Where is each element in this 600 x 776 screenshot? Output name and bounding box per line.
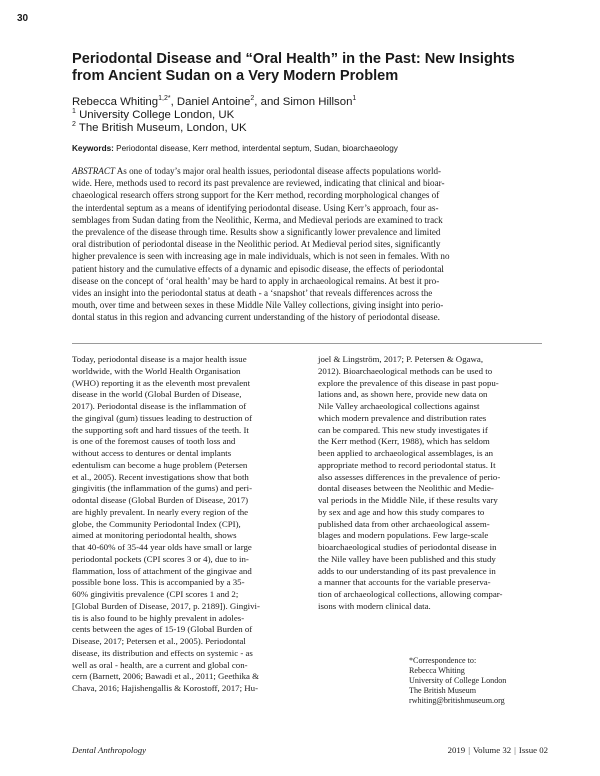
abstract-line: oral distribution of periodontal disease in the Neolithic period. At Medieval period sites, significantly (72, 239, 441, 250)
abstract-line: disease on the concept of ‘oral health’ may be hard to apply in archaeological remains. At best it pro- (72, 275, 440, 286)
affiliation-text: University College London, UK (75, 109, 235, 121)
body-text-line: possible bone loss. This is accompanied by a 35- (72, 577, 245, 588)
abstract-line: the interdental septum as a means of identifying periodontal disease. Using Kerr’s approach, four as- (72, 202, 439, 213)
correspondence-line: *Correspondence to: (409, 656, 477, 665)
body-text-line: globe, the Community Periodontal Index (CPI), (72, 518, 241, 529)
affiliation-text: The British Museum, London, UK (75, 122, 247, 134)
keywords-label: Keywords: (72, 144, 114, 153)
body-text-line: explore the prevalence of this disease in past popu- (318, 377, 499, 388)
abstract-line: dontal status in this region and advancing current understanding of the history of periodontal disease. (72, 312, 440, 323)
body-text-line: Disease, 2017; Petersen et al., 2005). Periodontal (72, 636, 246, 646)
author-name: , and Simon Hillson (254, 96, 353, 108)
body-text-line: aimed at monitoring periodontal health, shows (72, 530, 237, 541)
body-text-line: well as oral - health, are a current and global con- (72, 659, 248, 670)
article-title (72, 51, 542, 85)
section-divider (72, 343, 542, 344)
abstract-line (72, 165, 542, 177)
body-text-line: Chava, 2016; Hajishengallis & Korostoff, 2017; Hu- (72, 683, 259, 693)
abstract-line: vides an insight into the periodontal status at death - a ‘snapshot’ that reveals differences across the (72, 288, 433, 299)
body-text-line: disease, its distribution and effects on systemic - as (72, 647, 253, 658)
body-text-line: been applied to archaeological assemblages, is an (318, 448, 494, 458)
abstract-line: patient history and the cumulative effects of a dynamic and episodic disease, the effects of periodontal (72, 263, 444, 274)
author-list (72, 96, 542, 109)
body-text-line: et al., 2005). Recent investigations show that both (72, 471, 249, 482)
correspondence-note (409, 656, 549, 706)
body-text-line: lations and, as shown here, provide new data on (318, 389, 488, 400)
body-text-line: disease in the world (Global Burden of Disease, (72, 389, 242, 400)
abstract (72, 165, 542, 324)
keywords (72, 144, 542, 153)
body-text-line: can be compared. This new study investigates if (318, 424, 488, 435)
volume: Volume 32 (472, 745, 512, 755)
abstract-body (72, 177, 542, 323)
abstract-line: semblages from Sudan dating from the Neolithic, Kerma, and Medieval periods are examined to track (72, 214, 443, 225)
body-text-line: [Global Burden of Disease, 2017, p. 2189]). Gingivi- (72, 600, 260, 611)
author-superscript: 2 (250, 95, 255, 103)
body-text-line: the Nile valley have been published and this study (318, 553, 496, 564)
body-text-line: periodontal pockets (CPI scores 3 or 4), due to in- (72, 553, 249, 564)
abstract-line: higher prevalence is seen with increasing age in male individuals, which is not seen in females. With no (72, 251, 450, 262)
body-text-line: dontal diseases between the Neolithic and Medie- (318, 483, 494, 494)
body-text-line: Today, periodontal disease is a major health issue (72, 354, 247, 364)
body-text-line: (WHO) reporting it as the eleventh most prevalent (72, 377, 251, 388)
author-block (72, 96, 542, 135)
body-column-left (72, 354, 300, 695)
body-text-line: Nile Valley archaeological collections against (318, 401, 480, 411)
affiliation-superscript: 2 (72, 121, 76, 129)
abstract-line: wide. Here, methods used to record its past prevalence are reviewed, indicating that clinical and bioar- (72, 178, 445, 189)
body-text-line: blages and modern populations. Few large-scale (318, 530, 489, 541)
correspondence-line: The British Museum (409, 686, 476, 696)
body-text-line: cern (Barnett, 2006; Bawadi et al., 2011; Geethika & (72, 671, 260, 682)
body-text-line: isons with modern clinical data. (318, 600, 431, 611)
affiliation-superscript: 1 (72, 108, 76, 116)
separator: | (514, 745, 516, 755)
body-text-line: also assesses differences in the prevalence of perio- (318, 471, 501, 482)
title-line: Periodontal Disease and “Oral Health” in the Past: New Insights (72, 51, 515, 67)
keywords-text: Periodontal disease, Kerr method, interdental septum, Sudan, bioarchaeology (113, 144, 398, 153)
body-text-line: worldwide, with the World Health Organisation (72, 365, 241, 376)
separator: | (468, 745, 470, 755)
body-text-line: the gingival (gum) tissues leading to destruction of (72, 412, 253, 423)
affiliation (72, 109, 542, 122)
body-text-line: 2017). Periodontal disease is the inflammation of (72, 401, 247, 411)
author-superscript: 1 (352, 95, 357, 103)
body-text-line: appropriate method to record periodontal status. It (318, 459, 496, 470)
author-name: Rebecca Whiting (72, 96, 159, 108)
issue: Issue 02 (518, 745, 548, 755)
body-text-line: joel & Lingström, 2017; P. Petersen & Ogawa, (318, 354, 484, 364)
body-text-line: are highly prevalent. In nearly every region of the (72, 506, 249, 517)
body-text-line: a manner that accounts for the variable preserva- (318, 577, 491, 588)
body-text-line: that 40-60% of 35-44 year olds have small or large (72, 542, 252, 552)
body-text-line: by sex and age and how this study compares to (318, 506, 485, 517)
body-text-line: published data from other archaeological assem- (318, 518, 490, 529)
journal-name: Dental Anthropology (72, 745, 147, 755)
correspondence-line: Rebecca Whiting (409, 666, 465, 676)
abstract-text: As one of today’s major oral health issues, periodontal disease affects populations world- (114, 166, 442, 176)
body-text-line: is one of the foremost causes of tooth loss and (72, 436, 236, 447)
body-text-line: edentulism can become a huge problem (Petersen (72, 459, 248, 470)
abstract-line: mouth, over time and between sexes in these Middle Nile Valley collections, giving insight into perio- (72, 300, 444, 311)
body-text-line: 2012). Bioarchaeological methods can be used to (318, 365, 493, 376)
body-text-line: val periods in the Middle Nile, if these results vary (318, 495, 498, 505)
title-line: from Ancient Sudan on a Very Modern Problem (72, 68, 399, 84)
body-text-line: 60% gingivitis prevalence (CPI scores 1 and 2; (72, 589, 239, 599)
correspondence-line: University of College London (409, 676, 507, 686)
page-number: 30 (17, 13, 29, 24)
author-superscript: 1,2* (158, 95, 171, 103)
correspondence-line: rwhiting@britishmuseum.org (409, 696, 505, 706)
body-text-line: tion of archaeological collections, allowing compar- (318, 589, 503, 599)
body-text-line: without access to dentures or dental implants (72, 448, 232, 458)
body-text-line: the Kerr method (Kerr, 1988), which has seldom (318, 436, 490, 447)
abstract-line: chaeological research offers strong support for the Kerr method, recording morphological changes of (72, 190, 440, 201)
abstract-label: ABSTRACT (72, 166, 115, 176)
author-name: , Daniel Antoine (170, 96, 251, 108)
year: 2019 (447, 745, 466, 755)
issue-info (448, 745, 548, 755)
body-text-line: flammation, loss of attachment of the gingivae and (72, 565, 252, 576)
body-text-line: bioarchaeological studies of periodontal disease in (318, 542, 497, 552)
body-text-line: which modern prevalence and distribution rates (318, 412, 487, 423)
abstract-line: the prevalence of the disease through time. Results show a significantly lower prevalence and limited (72, 227, 441, 238)
body-text-line: gingivitis (the inflammation of the gums) and peri- (72, 483, 253, 494)
body-column-right (318, 354, 544, 613)
body-text-line: odontal disease (Global Burden of Disease, 2017) (72, 495, 249, 505)
body-text-line: the supporting soft and hard tissues of the teeth. It (72, 424, 249, 435)
body-text-line: cents between the ages of 15-19 (Global Burden of (72, 624, 253, 635)
body-text-line: tis is also found to be highly prevalent in adoles- (72, 612, 245, 623)
affiliation (72, 122, 542, 135)
body-text-line: adds to our understanding of its past prevalence in (318, 565, 496, 576)
